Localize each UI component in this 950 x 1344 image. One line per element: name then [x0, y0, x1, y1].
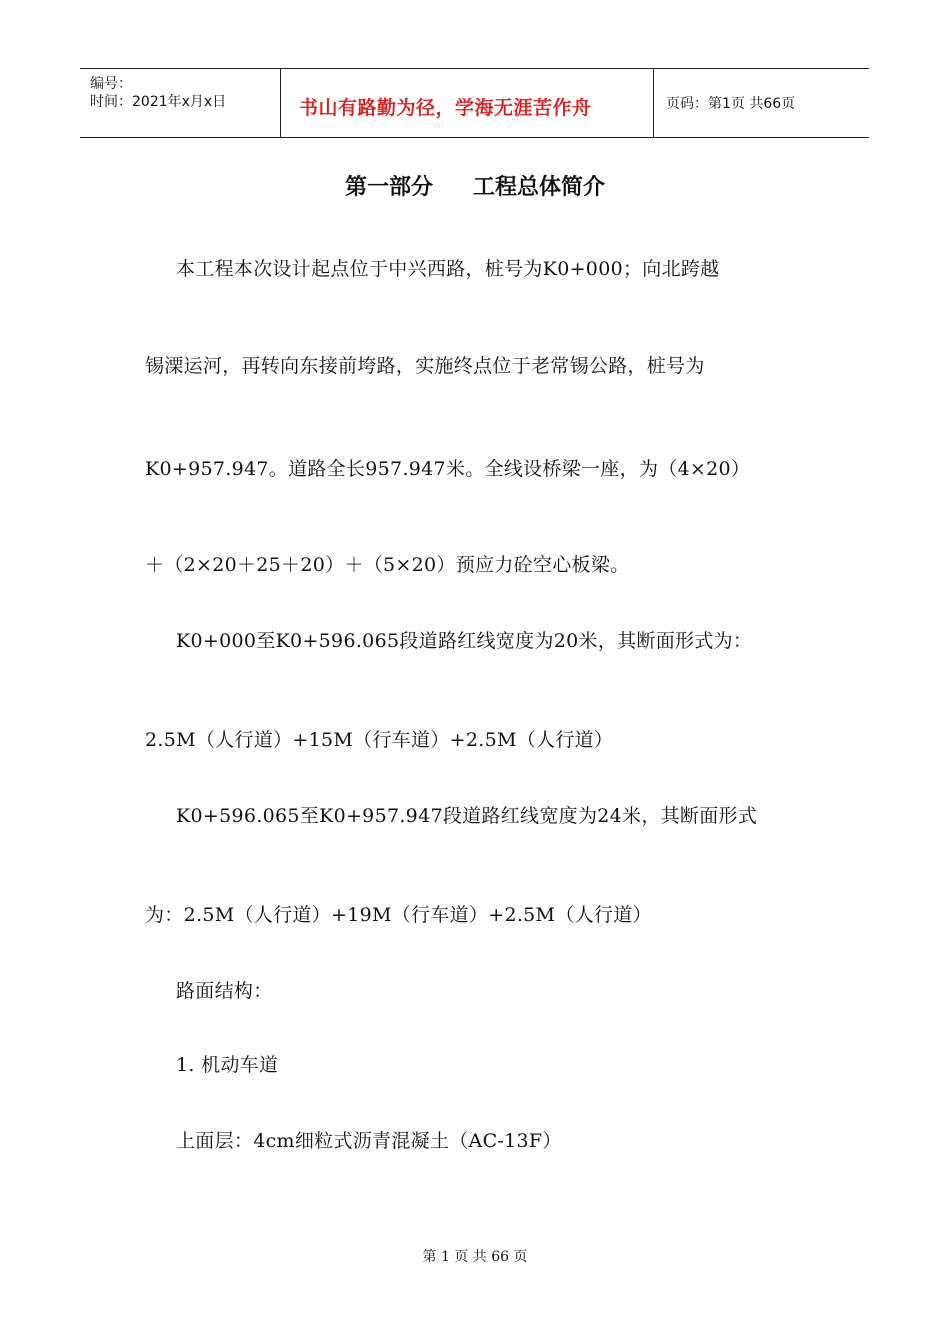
body-line: 上面层：4cm细粒式沥青混凝土（AC-13F） — [176, 1130, 562, 1152]
header-motto: 书山有路勤为径，学海无涯苦作舟 — [299, 97, 592, 119]
section-name: 工程总体简介 — [473, 175, 606, 200]
document-time-label: 时间：2021年x月x日 — [90, 94, 227, 110]
body-line: K0+596.065至K0+957.947段道路红线宽度为24米，其断面形式 — [176, 805, 758, 827]
section-part: 第一部分 — [344, 175, 433, 200]
page-footer: 第 1 页 共 66 页 — [422, 1249, 528, 1265]
header-page-cell — [654, 69, 869, 137]
header-meta-cell — [80, 69, 281, 137]
header-page-info: 页码：第1页 共66页 — [666, 96, 796, 112]
body-line: 本工程本次设计起点位于中兴西路，桩号为K0+000；向北跨越 — [176, 258, 720, 280]
body-line: 为：2.5M（人行道）+19M（行车道）+2.5M（人行道） — [145, 904, 652, 926]
body-line: K0+957.947。道路全长957.947米。全线设桥梁一座，为（4×20） — [145, 458, 751, 480]
body-line: K0+000至K0+596.065段道路红线宽度为20米，其断面形式为： — [176, 630, 753, 652]
body-line: 锡溧运河，再转向东接前垮路，实施终点位于老常锡公路，桩号为 — [145, 355, 705, 377]
header-motto-cell — [281, 69, 654, 137]
body-line: 1. 机动车道 — [176, 1054, 279, 1076]
body-line: 路面结构： — [176, 980, 273, 1002]
document-header — [80, 68, 869, 138]
body-line: ＋（2×20＋25＋20）＋（5×20）预应力砼空心板梁。 — [145, 554, 630, 576]
body-line: 2.5M（人行道）+15M（行车道）+2.5M（人行道） — [145, 729, 614, 751]
section-title — [0, 170, 950, 201]
document-number-label: 编号： — [90, 76, 132, 92]
